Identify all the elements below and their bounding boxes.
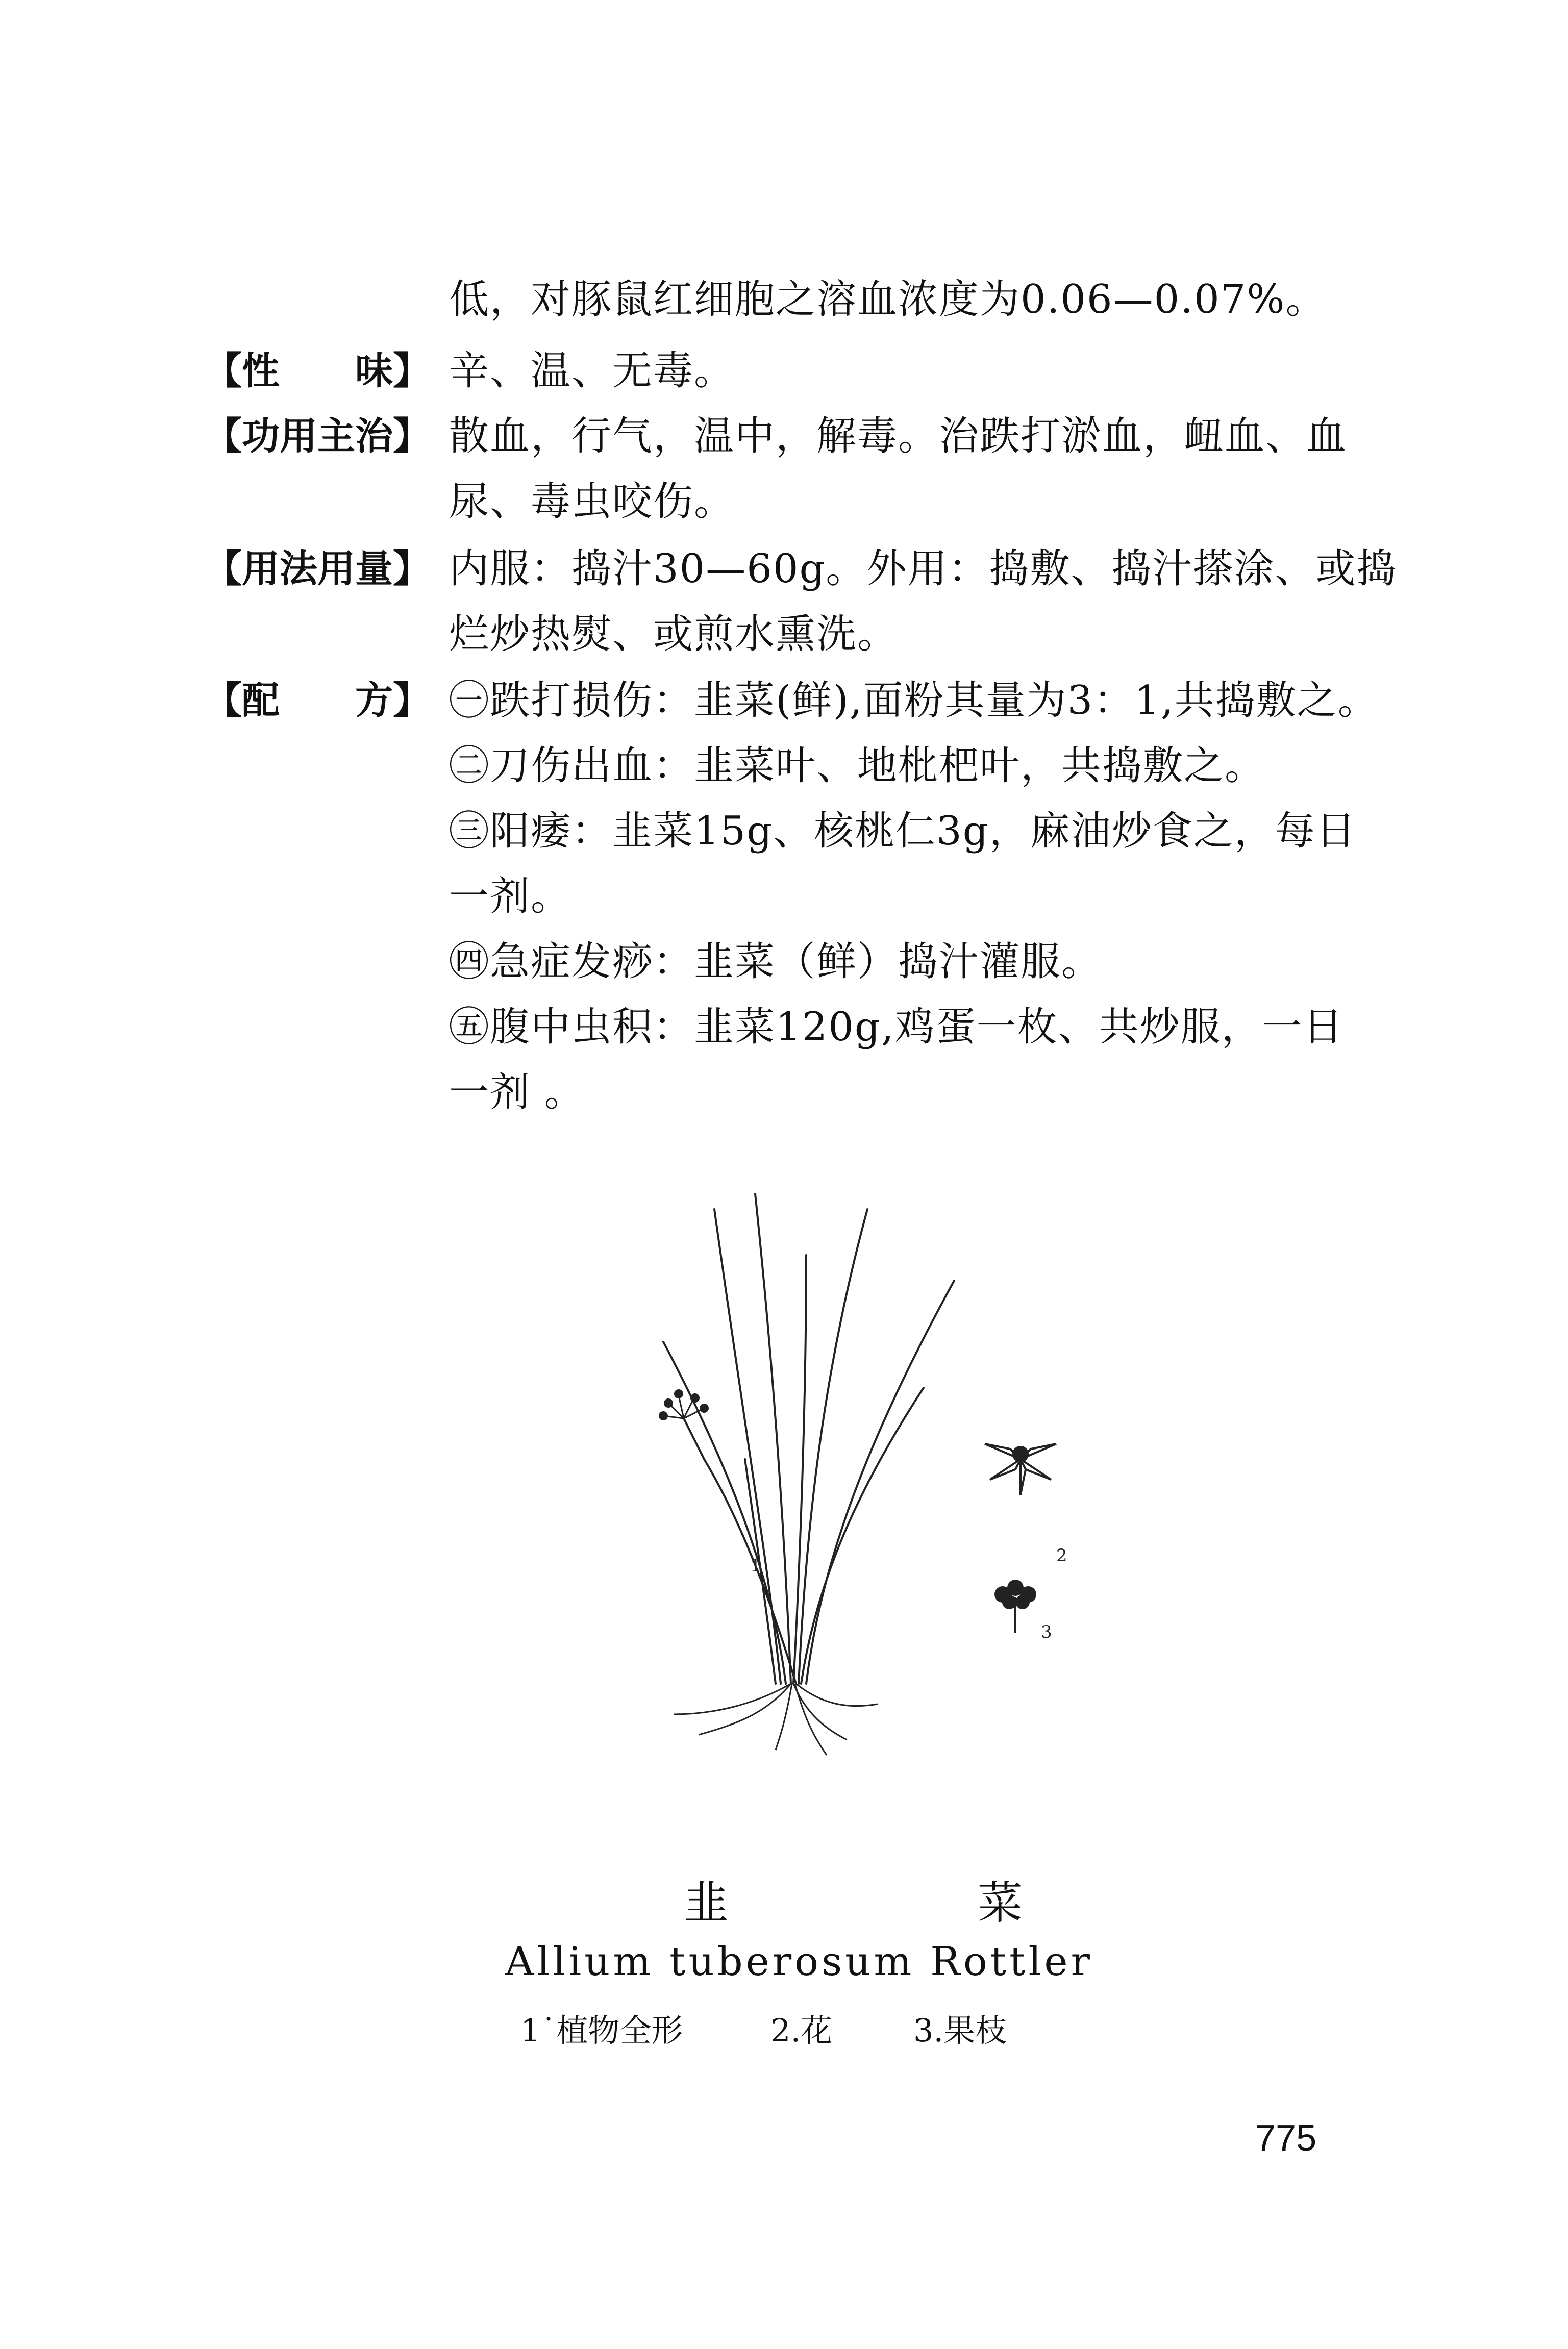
- figure-marker-2: 2: [1056, 1545, 1067, 1566]
- figure-legend-2: 2.花: [770, 2012, 833, 2049]
- section-line: 内服：捣汁30—60g。外用：捣敷、捣汁搽涂、或捣: [449, 546, 1398, 592]
- figure-marker-3: 3: [1041, 1622, 1052, 1642]
- section-label-yongfa: 【用法用量】: [204, 547, 431, 591]
- section-line: 尿、毒虫咬伤。: [449, 479, 735, 524]
- section-line: 辛、温、无毒。: [449, 348, 735, 394]
- recipe-line: ㊃急症发痧：韭菜（鲜）捣汁灌服。: [449, 939, 1103, 985]
- figure-caption-cn: 韭 菜: [684, 1877, 1125, 1929]
- recipe-line: 一剂。: [449, 873, 572, 919]
- figure-marker-1: 1: [750, 1556, 761, 1576]
- plant-illustration: [653, 1173, 1112, 1760]
- recipe-line: 一剂 。: [449, 1069, 585, 1115]
- recipe-line: ㊀跌打损伤：韭菜(鲜),面粉其量为3：1,共捣敷之。: [449, 678, 1379, 723]
- section-line: 散血，行气，温中，解毒。治跌打淤血，衄血、血: [449, 413, 1348, 459]
- continuation-line: 低，对豚鼠红细胞之溶血浓度为0.06—0.07%。: [449, 277, 1327, 322]
- figure-legend-1: 1˙植物全形: [520, 2012, 683, 2049]
- section-label-peifang: 【配 方】: [204, 679, 431, 722]
- section-line: 烂炒热熨、或煎水熏洗。: [449, 611, 899, 657]
- figure-caption-latin: Allium tuberosum Rottler: [505, 1939, 1093, 1985]
- recipe-line: ㊄腹中虫积：韭菜120g,鸡蛋一枚、共炒服，一日: [449, 1004, 1344, 1050]
- recipe-line: ㊁刀伤出血：韭菜叶、地枇杷叶，共捣敷之。: [449, 743, 1266, 789]
- recipe-line: ㊂阳痿：韭菜15g、核桃仁3g，麻油炒食之，每日: [449, 808, 1357, 854]
- section-label-gongyong: 【功用主治】: [204, 414, 431, 458]
- section-label-xingwei: 【性 味】: [204, 349, 431, 393]
- page-number: 775: [1255, 2118, 1317, 2159]
- figure-legend-3: 3.果枝: [913, 2012, 1007, 2049]
